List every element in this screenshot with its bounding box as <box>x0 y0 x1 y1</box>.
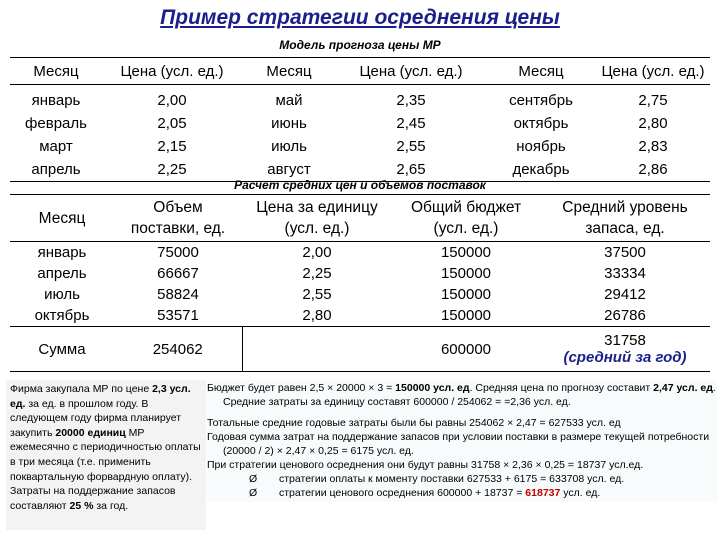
calc-highlight: 618737 <box>525 487 561 499</box>
table-cell: 2,15 <box>157 138 187 155</box>
table-row <box>10 284 710 305</box>
table-cell: 150000 <box>392 305 540 327</box>
table-cell: 29412 <box>604 286 646 303</box>
sum-label: Сумма <box>10 327 114 372</box>
calc-header-row <box>10 195 710 242</box>
header-cell: Цена (усл. ед.) <box>336 58 486 85</box>
table-cell: август <box>242 158 336 182</box>
table-cell: 2,86 <box>596 158 710 182</box>
table-cell: 75000 <box>157 244 199 261</box>
calculation-text <box>207 380 717 502</box>
header-cell: Общий бюджет (усл. ед.) <box>392 195 540 242</box>
calc-text: усл. ед. <box>560 487 601 499</box>
sum-row <box>10 327 710 372</box>
table-cell: апрель <box>37 265 87 282</box>
table-row <box>10 242 710 264</box>
table-cell: апрель <box>10 158 102 182</box>
forecast-header-row <box>10 58 710 85</box>
calc-bullet-delivery <box>207 472 717 486</box>
table-cell: 2,25 <box>102 158 242 182</box>
arrow-bullet-icon: Ø <box>249 473 258 485</box>
table-cell: октябрь <box>10 305 114 327</box>
calc-subtitle: Расчет средних цен и объемов поставок <box>234 178 486 192</box>
table-cell: июль <box>271 138 307 155</box>
forecast-table <box>10 57 710 182</box>
table-cell: 2,55 <box>302 286 332 303</box>
table-cell: январь <box>37 244 87 261</box>
sum-empty-cell <box>242 327 392 372</box>
calc-line-total: Тотальные средние годовые затраты были бы равны 254062 × 2,47 = 627533 усл. ед <box>207 417 621 429</box>
table-cell: 150000 <box>440 244 492 261</box>
note-text: за год. <box>93 499 129 512</box>
calc-bullet-averaging <box>207 486 717 500</box>
header-cell: Средний уровень запаса, ед. <box>540 195 710 242</box>
table-cell: март <box>39 138 73 155</box>
table-cell: июль <box>44 286 80 303</box>
header-cell: Объем поставки, ед. <box>114 195 242 242</box>
table-cell: 2,45 <box>396 115 426 132</box>
table-cell: 2,80 <box>242 305 392 327</box>
calc-line-averaging: При стратегии ценового осреднения они будут равны 31758 × 2,36 × 0,25 = 18737 усл.ед. <box>207 459 644 471</box>
table-cell: июнь <box>271 115 307 132</box>
calc-text: Бюджет будет равен 2,5 × 20000 × 3 = <box>207 382 396 394</box>
header-cell: Цена (усл. ед.) <box>102 58 242 85</box>
header-cell: Цена (усл. ед.) <box>596 58 710 85</box>
table-cell: 2,55 <box>396 138 426 155</box>
table-cell: 26786 <box>540 305 710 327</box>
table-cell: 2,65 <box>336 158 486 182</box>
sum-budget: 600000 <box>392 327 540 372</box>
table-cell: 2,75 <box>638 92 668 109</box>
table-row <box>10 135 710 158</box>
table-row <box>10 263 710 284</box>
header-cell: Месяц <box>486 58 596 85</box>
note-bold: 20000 единиц <box>55 426 126 439</box>
table-cell: 2,80 <box>638 115 668 132</box>
note-text: за ед. в прошлом году. В следующем году фирма планирует закупить <box>10 397 182 439</box>
forecast-subtitle: Модель прогноза цены МР <box>279 38 441 52</box>
sum-avg-note: (средний за год) <box>563 349 687 366</box>
table-row <box>10 85 710 113</box>
table-cell: октябрь <box>513 115 569 132</box>
sum-volume: 254062 <box>114 327 242 372</box>
header-cell: Месяц <box>242 58 336 85</box>
page-title: Пример стратегии осреднения цены <box>160 6 560 29</box>
table-cell: 2,35 <box>396 92 426 109</box>
table-cell: 2,05 <box>157 115 187 132</box>
note-text: МР ежемесячно с периодичностью оплаты в три месяца (т.е. применить поквартальную форвардную оплату). Затраты на поддержание запасов составляют <box>10 426 201 512</box>
table-cell: 150000 <box>440 286 492 303</box>
table-cell: ноябрь <box>516 138 566 155</box>
table-cell: май <box>275 92 303 109</box>
calc-line-holding: Годовая сумма затрат на поддержание запасов при условии поставки в размере текущей потребности (20000 / 2) × 2,47 × 0,25 = 6175 усл. ед. <box>207 431 710 457</box>
sum-avg-value: 31758 <box>604 332 646 349</box>
table-cell: декабрь <box>486 158 596 182</box>
table-cell: 2,25 <box>302 265 332 282</box>
header-cell: Месяц <box>10 195 114 242</box>
table-cell: 2,00 <box>302 244 332 261</box>
table-cell: 58824 <box>157 286 199 303</box>
table-cell: 33334 <box>604 265 646 282</box>
calc-text: стратегии ценового осреднения 600000 + 18737 = <box>279 487 526 499</box>
header-cell: Месяц <box>10 58 102 85</box>
calc-text: стратегии оплаты к моменту поставки 627533 + 6175 = 633708 усл. ед. <box>279 473 625 485</box>
table-cell: 150000 <box>440 265 492 282</box>
note-text: Фирма закупала МР по цене <box>10 383 153 395</box>
header-cell: Цена за единицу (усл. ед.) <box>242 195 392 242</box>
table-cell: 37500 <box>604 244 646 261</box>
conditions-note <box>6 380 206 530</box>
table-cell: январь <box>31 92 81 109</box>
calc-bold: 150000 усл. ед <box>395 382 470 394</box>
table-cell: сентябрь <box>509 92 573 109</box>
calc-line-budget <box>207 381 717 409</box>
calc-bold: 2,47 усл. ед <box>653 382 713 394</box>
calc-text: . Средние затраты за единицу составят 600000 / 254062 = =2,36 усл. ед. <box>223 382 716 408</box>
table-row <box>10 305 710 327</box>
table-row <box>10 112 710 135</box>
calc-table <box>10 194 710 372</box>
calc-text: . Средняя цена по прогнозу составит <box>469 382 654 394</box>
note-bold: 25 % <box>69 499 94 512</box>
sum-avg-cell <box>540 327 710 372</box>
table-cell: февраль <box>25 115 87 132</box>
table-cell: 66667 <box>157 265 199 282</box>
table-cell: 2,00 <box>157 92 187 109</box>
table-cell: 2,83 <box>638 138 668 155</box>
table-cell: 53571 <box>114 305 242 327</box>
note-bold: 2,3 усл. ед. <box>10 383 191 410</box>
arrow-bullet-icon: Ø <box>249 487 258 499</box>
